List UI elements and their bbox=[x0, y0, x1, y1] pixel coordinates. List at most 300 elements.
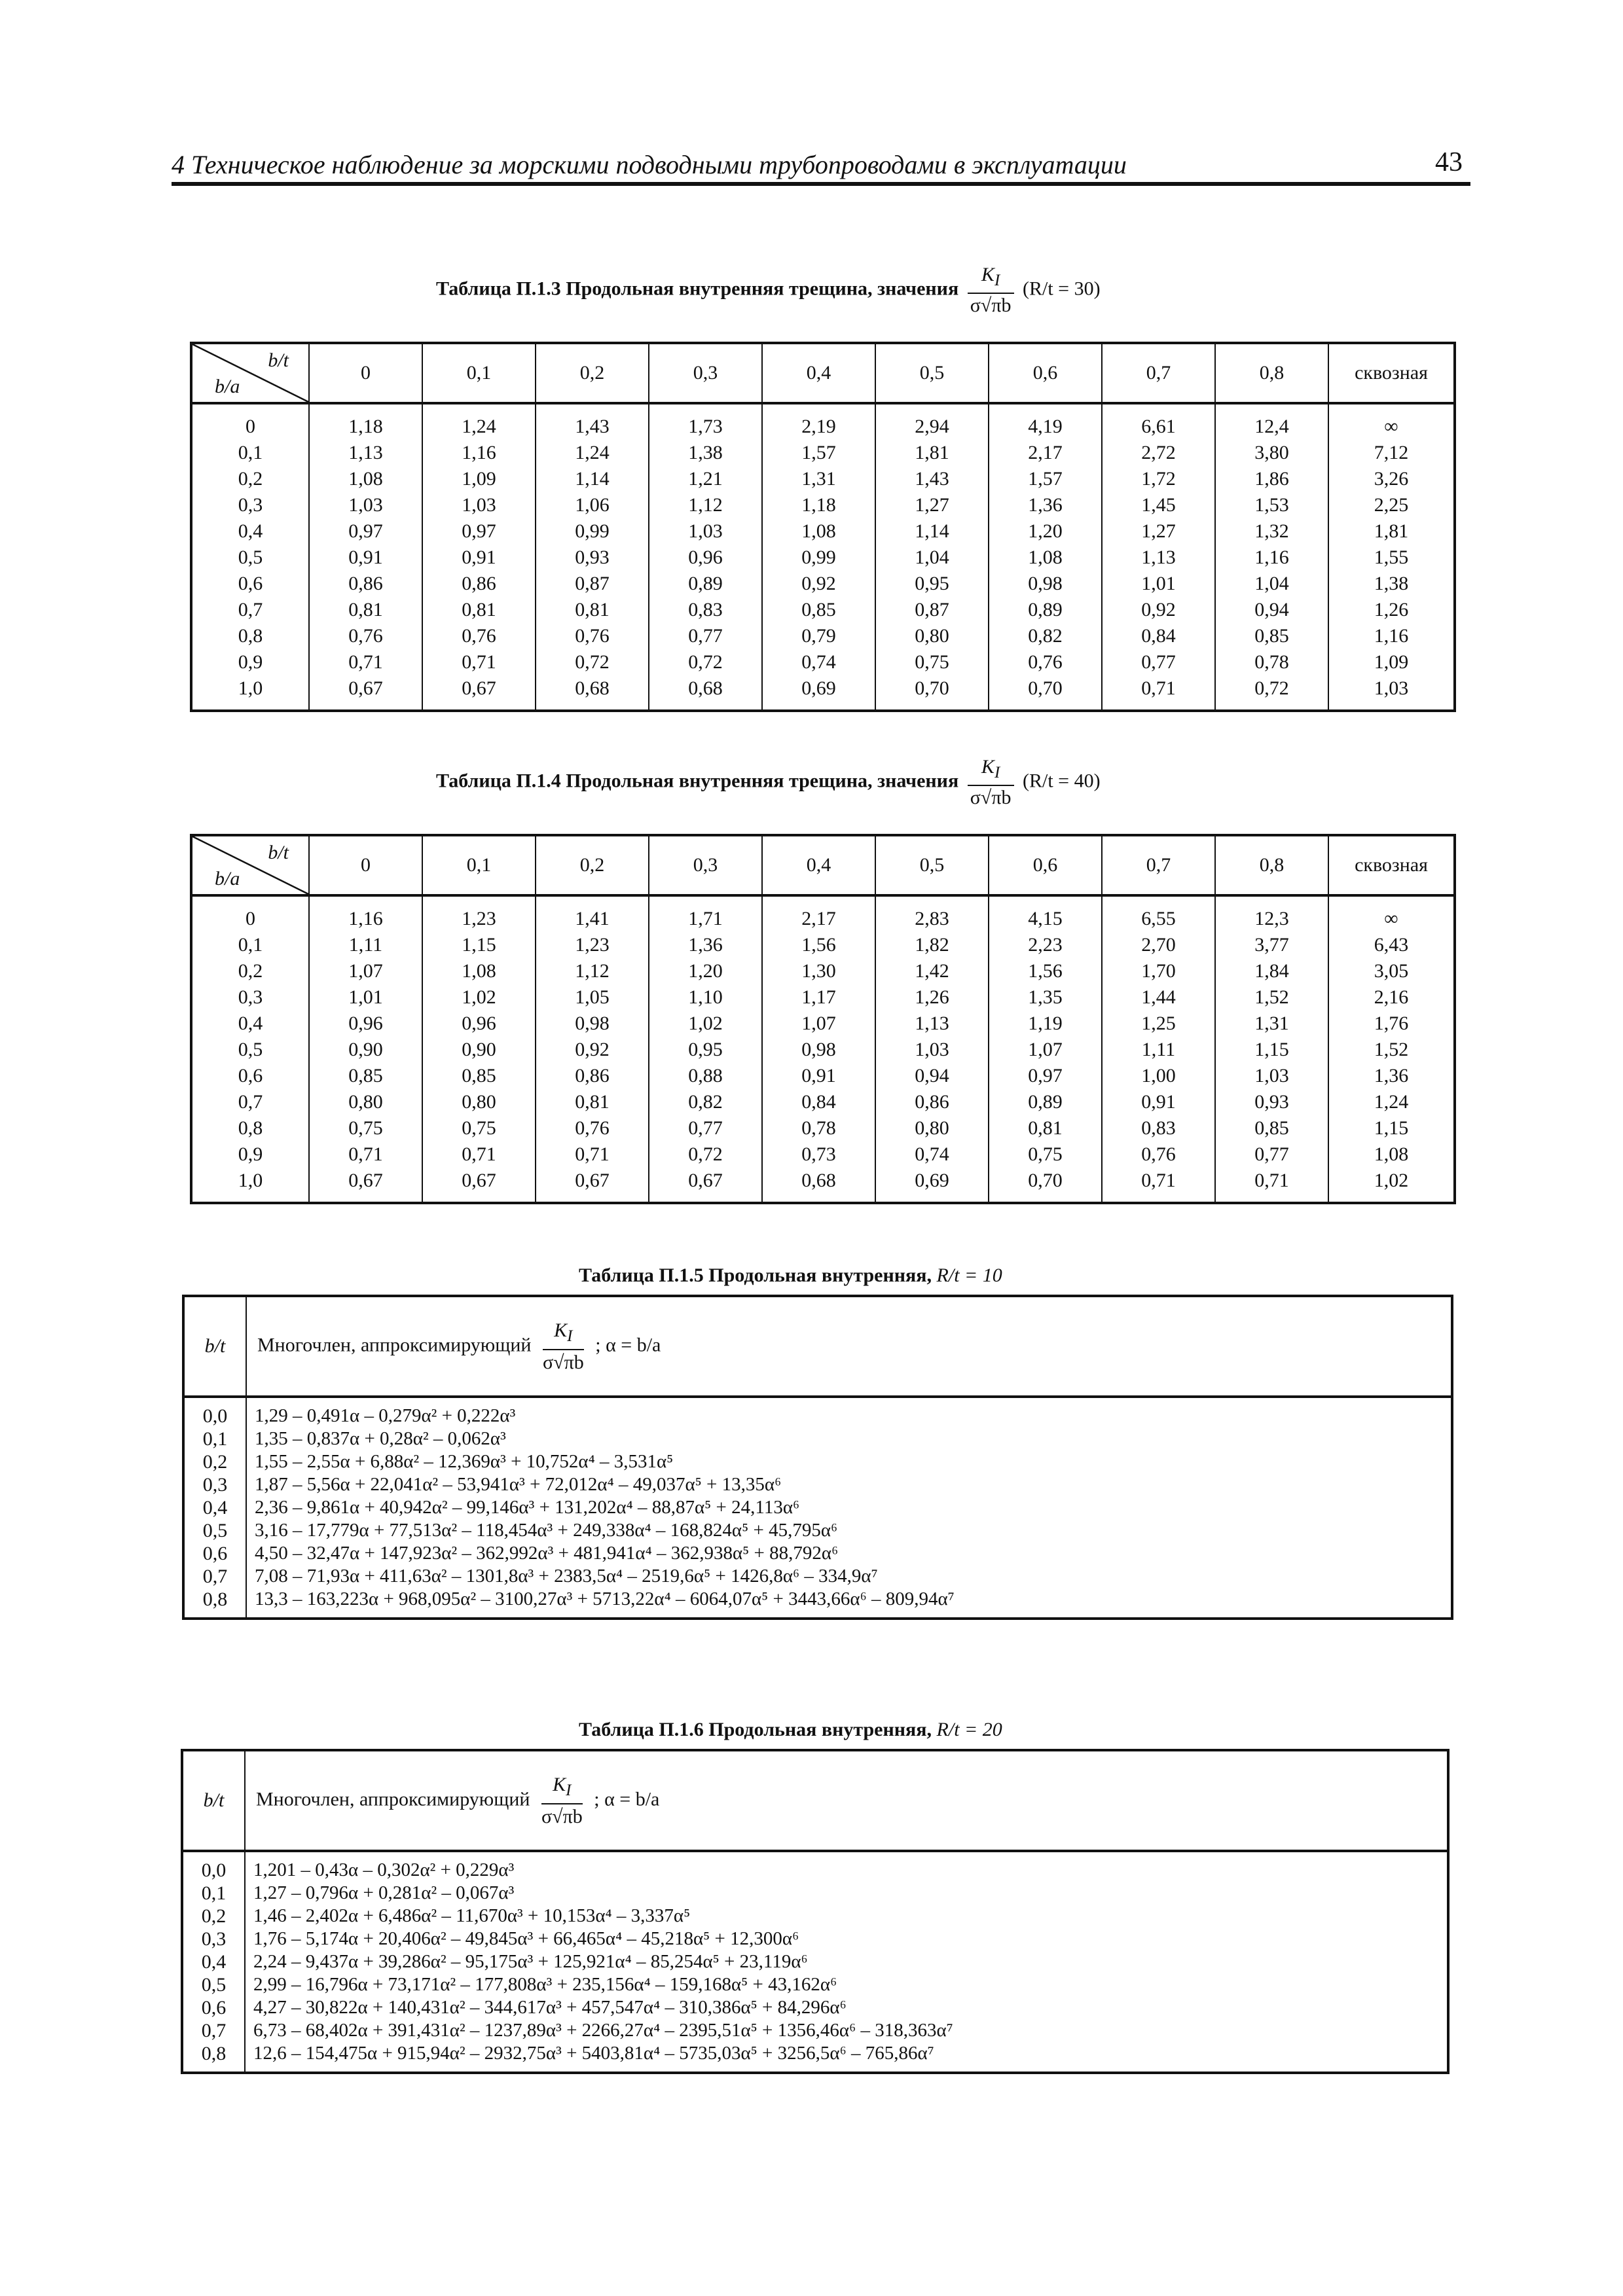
table3-cell: 0,84 bbox=[1102, 623, 1215, 649]
table6-row bbox=[182, 1905, 1448, 1928]
table3-cell: 1,32 bbox=[1215, 518, 1328, 545]
table4-cell: 0,80 bbox=[422, 1089, 536, 1115]
table4-formula: $\frac{K_I}{\sigma√\pi b}$ bbox=[968, 755, 1014, 810]
table3-cell: 1,06 bbox=[536, 492, 649, 518]
table3-cell: 0,94 bbox=[1215, 597, 1328, 623]
table4-cell: 0,76 bbox=[536, 1115, 649, 1141]
table3-column-header: 0,7 bbox=[1102, 343, 1215, 403]
table3-row-key: 0,6 bbox=[191, 571, 309, 597]
table4-cell: 0,81 bbox=[536, 1089, 649, 1115]
table6-row-key: 0,0 bbox=[182, 1851, 245, 1882]
table3-cell: 0,87 bbox=[536, 571, 649, 597]
table4-cell: 1,56 bbox=[762, 932, 875, 958]
table4-cell: 0,75 bbox=[309, 1115, 422, 1141]
table5-row-key: 0,5 bbox=[183, 1519, 246, 1542]
table4-row-key: 0,9 bbox=[191, 1141, 309, 1168]
table4-row bbox=[191, 958, 1455, 984]
table5-poly-header: Многочлен, аппроксимирующий $\frac{K_I}{\sigma√\pi b}$ ; α = b/a bbox=[246, 1296, 1452, 1397]
table4-cell: 0,85 bbox=[309, 1063, 422, 1089]
table3-cell: 0,89 bbox=[989, 597, 1102, 623]
table6-polynomial: 6,73 – 68,402α + 391,431α² – 1237,89α³ + 2266,27α⁴ – 2395,51α⁵ + 1356,46α⁶ – 318,363α⁷ bbox=[245, 2019, 1448, 2042]
table4-cell: 0,67 bbox=[309, 1168, 422, 1203]
table3-cell: 0,83 bbox=[649, 597, 762, 623]
table4-cell: 0,75 bbox=[422, 1115, 536, 1141]
table3-cell: 12,4 bbox=[1215, 403, 1328, 440]
table5-polynomial: 1,55 – 2,55α + 6,88α² – 12,369α³ + 10,752α⁴ – 3,531α⁵ bbox=[246, 1450, 1452, 1473]
table3-row-key: 1,0 bbox=[191, 675, 309, 711]
table3-caption-text: Таблица П.1.3 Продольная внутренняя трещина, значения bbox=[436, 278, 959, 300]
table6-row-key: 0,5 bbox=[182, 1973, 245, 1996]
table4-corner-bottom: b/a bbox=[215, 868, 240, 889]
table4-cell: 0,86 bbox=[536, 1063, 649, 1089]
table4-cell: 0,94 bbox=[875, 1063, 989, 1089]
table3-cell: 0,87 bbox=[875, 597, 989, 623]
table6-row-key: 0,2 bbox=[182, 1905, 245, 1928]
table5-row bbox=[183, 1588, 1452, 1619]
table3-column-header: 0,4 bbox=[762, 343, 875, 403]
table5-row-key: 0,3 bbox=[183, 1473, 246, 1496]
table5-row-key: 0,6 bbox=[183, 1542, 246, 1565]
table5-row-key: 0,8 bbox=[183, 1588, 246, 1619]
table4-cell: 1,41 bbox=[536, 895, 649, 932]
table4-cell: 1,24 bbox=[1328, 1089, 1455, 1115]
table4-cell: 0,67 bbox=[649, 1168, 762, 1203]
table4-cell: 0,84 bbox=[762, 1089, 875, 1115]
table4-cell: 0,89 bbox=[989, 1089, 1102, 1115]
table4-row-key: 0,4 bbox=[191, 1011, 309, 1037]
table3-cell: 1,57 bbox=[762, 440, 875, 466]
table6-bt-header: b/t bbox=[182, 1750, 245, 1851]
table3-row-key: 0,9 bbox=[191, 649, 309, 675]
table4-cell: 0,70 bbox=[989, 1168, 1102, 1203]
table4-corner-top: b/t bbox=[268, 842, 289, 863]
table5-polynomial: 3,16 – 17,779α + 77,513α² – 118,454α³ + 249,338α⁴ – 168,824α⁵ + 45,795α⁶ bbox=[246, 1519, 1452, 1542]
table3-cell: 0,76 bbox=[536, 623, 649, 649]
table4-row-key: 0,2 bbox=[191, 958, 309, 984]
table4-cell: 1,16 bbox=[309, 895, 422, 932]
table4-cell: 0,71 bbox=[1102, 1168, 1215, 1203]
table4-cell: 1,52 bbox=[1215, 984, 1328, 1011]
table4-cell: 3,05 bbox=[1328, 958, 1455, 984]
table6-formula: $\frac{K_I}{\sigma√\pi b}$ bbox=[541, 1773, 583, 1827]
table6-row-key: 0,4 bbox=[182, 1950, 245, 1973]
table3-cell: 1,08 bbox=[762, 518, 875, 545]
table3-cell: 1,38 bbox=[1328, 571, 1455, 597]
table4-cell: 0,73 bbox=[762, 1141, 875, 1168]
table3-cell: 1,26 bbox=[1328, 597, 1455, 623]
table4-cell: 1,23 bbox=[536, 932, 649, 958]
table5-formula: $\frac{K_I}{\sigma√\pi b}$ bbox=[542, 1319, 584, 1373]
table3-cell: 0,67 bbox=[309, 675, 422, 711]
table4-cell: 0,78 bbox=[762, 1115, 875, 1141]
table4-cell: 2,83 bbox=[875, 895, 989, 932]
table4-cell: 1,07 bbox=[989, 1037, 1102, 1063]
table3-cell: 1,36 bbox=[989, 492, 1102, 518]
table3-row bbox=[191, 403, 1455, 440]
table3-cell: 2,17 bbox=[989, 440, 1102, 466]
table3-cell: 0,81 bbox=[536, 597, 649, 623]
table3-cell: 7,12 bbox=[1328, 440, 1455, 466]
table4-rt: (R/t = 40) bbox=[1023, 770, 1101, 792]
table3-cell: 1,09 bbox=[422, 466, 536, 492]
table3-formula: $\frac{K_I}{\sigma√\pi b}$ bbox=[968, 263, 1014, 317]
table3-cell: 1,27 bbox=[1102, 518, 1215, 545]
table4-cell: 0,85 bbox=[1215, 1115, 1328, 1141]
table4-cell: 0,74 bbox=[875, 1141, 989, 1168]
table4-cell: 1,02 bbox=[422, 984, 536, 1011]
table3-cell: 1,73 bbox=[649, 403, 762, 440]
table4-column-header: 0,5 bbox=[875, 835, 989, 895]
table3-cell: 2,19 bbox=[762, 403, 875, 440]
table3-cell: 0,70 bbox=[989, 675, 1102, 711]
table3-row bbox=[191, 675, 1455, 711]
table4-cell: 1,15 bbox=[422, 932, 536, 958]
table6-polynomial: 2,24 – 9,437α + 39,286α² – 95,175α³ + 125,921α⁴ – 85,254α⁵ + 23,119α⁶ bbox=[245, 1950, 1448, 1973]
table4-cell: 0,98 bbox=[762, 1037, 875, 1063]
table4-cell: 0,75 bbox=[989, 1141, 1102, 1168]
table4-row bbox=[191, 1168, 1455, 1203]
table6-row-key: 0,1 bbox=[182, 1882, 245, 1905]
table5-row-key: 0,0 bbox=[183, 1397, 246, 1427]
table3-cell: 1,21 bbox=[649, 466, 762, 492]
table3-cell: 1,08 bbox=[989, 545, 1102, 571]
table3-cell: 1,81 bbox=[1328, 518, 1455, 545]
table3-cell: 1,14 bbox=[875, 518, 989, 545]
table4-cell: 1,23 bbox=[422, 895, 536, 932]
table3-row-key: 0,2 bbox=[191, 466, 309, 492]
table5-row-key: 0,4 bbox=[183, 1496, 246, 1519]
table4-row-key: 1,0 bbox=[191, 1168, 309, 1203]
running-header-title: 4 Техническое наблюдение за морскими подводными трубопроводами в эксплуатации bbox=[172, 150, 1127, 179]
table4-cell: 1,00 bbox=[1102, 1063, 1215, 1089]
table4-row-key: 0,1 bbox=[191, 932, 309, 958]
table3-cell: 0,71 bbox=[422, 649, 536, 675]
table4-cell: 1,31 bbox=[1215, 1011, 1328, 1037]
table6-body bbox=[182, 1851, 1448, 2073]
table3-cell: 0,79 bbox=[762, 623, 875, 649]
table4-cell: 1,05 bbox=[536, 984, 649, 1011]
table5-polynomial: 7,08 – 71,93α + 411,63α² – 1301,8α³ + 2383,5α⁴ – 2519,6α⁵ + 1426,8α⁶ – 334,9α⁷ bbox=[246, 1565, 1452, 1588]
table3-row-key: 0 bbox=[191, 403, 309, 440]
table4-row-key: 0,8 bbox=[191, 1115, 309, 1141]
table5-row-key: 0,7 bbox=[183, 1565, 246, 1588]
table4-cell: 2,23 bbox=[989, 932, 1102, 958]
table4-cell: 1,82 bbox=[875, 932, 989, 958]
table3-cell: 0,67 bbox=[422, 675, 536, 711]
table4-cell: 0,71 bbox=[309, 1141, 422, 1168]
table4-cell: 1,07 bbox=[762, 1011, 875, 1037]
table4-cell: 0,91 bbox=[1102, 1089, 1215, 1115]
table3-column-header: 0 bbox=[309, 343, 422, 403]
table3-row bbox=[191, 545, 1455, 571]
table3-cell: 0,72 bbox=[1215, 675, 1328, 711]
table6-caption-text: Таблица П.1.6 Продольная внутренняя, bbox=[579, 1719, 932, 1740]
table3-cell: 0,72 bbox=[536, 649, 649, 675]
table4-cell: 1,20 bbox=[649, 958, 762, 984]
table4-cell: 1,12 bbox=[536, 958, 649, 984]
table3-cell: 0,81 bbox=[309, 597, 422, 623]
table4-cell: 1,26 bbox=[875, 984, 989, 1011]
table3-cell: 1,27 bbox=[875, 492, 989, 518]
table3-header-row bbox=[191, 343, 1455, 403]
table5-row bbox=[183, 1473, 1452, 1496]
table3-cell: 2,25 bbox=[1328, 492, 1455, 518]
table5 bbox=[182, 1295, 1453, 1620]
table4-cell: 0,71 bbox=[536, 1141, 649, 1168]
table4 bbox=[190, 834, 1456, 1204]
table4-cell: 1,42 bbox=[875, 958, 989, 984]
table3-cell: 3,80 bbox=[1215, 440, 1328, 466]
table4-cell: 0,69 bbox=[875, 1168, 989, 1203]
table4-cell: 1,08 bbox=[1328, 1141, 1455, 1168]
table3-row-key: 0,5 bbox=[191, 545, 309, 571]
table4-row-key: 0,7 bbox=[191, 1089, 309, 1115]
table4-cell: 1,84 bbox=[1215, 958, 1328, 984]
table3-cell: 1,45 bbox=[1102, 492, 1215, 518]
table3-cell: 0,93 bbox=[536, 545, 649, 571]
table3-row bbox=[191, 518, 1455, 545]
table4-column-header: 0,3 bbox=[649, 835, 762, 895]
table5-polynomial: 1,29 – 0,491α – 0,279α² + 0,222α³ bbox=[246, 1397, 1452, 1427]
table3-cell: 0,91 bbox=[309, 545, 422, 571]
table4-cell: 0,86 bbox=[875, 1089, 989, 1115]
table6-row-key: 0,7 bbox=[182, 2019, 245, 2042]
table6-row bbox=[182, 1882, 1448, 1905]
table4-cell: 0,67 bbox=[536, 1168, 649, 1203]
table4-cell: 0,97 bbox=[989, 1063, 1102, 1089]
table4-caption-text: Таблица П.1.4 Продольная внутренняя трещина, значения bbox=[436, 770, 959, 792]
table3-row-key: 0,8 bbox=[191, 623, 309, 649]
table3-cell: 1,09 bbox=[1328, 649, 1455, 675]
table4-row bbox=[191, 1141, 1455, 1168]
table3-cell: 1,55 bbox=[1328, 545, 1455, 571]
table3-cell: 0,76 bbox=[309, 623, 422, 649]
table3-cell: 0,99 bbox=[536, 518, 649, 545]
table3-cell: 0,77 bbox=[649, 623, 762, 649]
table5-row bbox=[183, 1397, 1452, 1427]
table4-cell: 0,67 bbox=[422, 1168, 536, 1203]
table3-rt: (R/t = 30) bbox=[1023, 278, 1101, 300]
table4-cell: 2,70 bbox=[1102, 932, 1215, 958]
table3-cell: 0,95 bbox=[875, 571, 989, 597]
table4-row bbox=[191, 1011, 1455, 1037]
table3-cell: 0,92 bbox=[762, 571, 875, 597]
table5-bt-header: b/t bbox=[183, 1296, 246, 1397]
table4-cell: 0,92 bbox=[536, 1037, 649, 1063]
table6-row bbox=[182, 2042, 1448, 2073]
table6-polynomial: 12,6 – 154,475α + 915,94α² – 2932,75α³ + 5403,81α⁴ – 5735,03α⁵ + 3256,5α⁶ – 765,86α⁷ bbox=[245, 2042, 1448, 2073]
table3-cell: 1,03 bbox=[1328, 675, 1455, 711]
table3-column-header: 0,8 bbox=[1215, 343, 1328, 403]
table4-cell: 0,95 bbox=[649, 1037, 762, 1063]
table3-cell: 1,81 bbox=[875, 440, 989, 466]
table3-cell: 2,72 bbox=[1102, 440, 1215, 466]
table6-polynomial: 1,27 – 0,796α + 0,281α² – 0,067α³ bbox=[245, 1882, 1448, 1905]
table4-cell: 0,81 bbox=[989, 1115, 1102, 1141]
table4-cell: 0,96 bbox=[422, 1011, 536, 1037]
table4-cell: 4,15 bbox=[989, 895, 1102, 932]
table3-cell: 0,82 bbox=[989, 623, 1102, 649]
table3-row bbox=[191, 492, 1455, 518]
table4-column-header: 0,6 bbox=[989, 835, 1102, 895]
table3-cell: 0,76 bbox=[989, 649, 1102, 675]
table4-column-header: 0,2 bbox=[536, 835, 649, 895]
table4-cell: 3,77 bbox=[1215, 932, 1328, 958]
table6-row bbox=[182, 1950, 1448, 1973]
table3-cell: 1,12 bbox=[649, 492, 762, 518]
table3-column-header: 0,1 bbox=[422, 343, 536, 403]
table5-polynomial: 4,50 – 32,47α + 147,923α² – 362,992α³ + 481,941α⁴ – 362,938α⁵ + 88,792α⁶ bbox=[246, 1542, 1452, 1565]
table3-row bbox=[191, 571, 1455, 597]
table4-column-header: 0,1 bbox=[422, 835, 536, 895]
table3-column-header: сквозная bbox=[1328, 343, 1455, 403]
table3-cell: 0,97 bbox=[309, 518, 422, 545]
table4-cell: 1,03 bbox=[1215, 1063, 1328, 1089]
table5-rt: R/t = 10 bbox=[936, 1265, 1002, 1286]
table6-row-key: 0,8 bbox=[182, 2042, 245, 2073]
table6-poly-header: Многочлен, аппроксимирующий $\frac{K_I}{\sigma√\pi b}$ ; α = b/a bbox=[245, 1750, 1448, 1851]
table6-row bbox=[182, 1851, 1448, 1882]
table6-polynomial: 1,46 – 2,402α + 6,486α² – 11,670α³ + 10,153α⁴ – 3,337α⁵ bbox=[245, 1905, 1448, 1928]
table4-cell: 0,91 bbox=[762, 1063, 875, 1089]
table3-cell: 1,38 bbox=[649, 440, 762, 466]
table4-column-header: 0,4 bbox=[762, 835, 875, 895]
running-header bbox=[172, 145, 1470, 186]
table4-column-header: 0 bbox=[309, 835, 422, 895]
table4-column-header: 0,7 bbox=[1102, 835, 1215, 895]
table3-row-key: 0,3 bbox=[191, 492, 309, 518]
table4-cell: 1,15 bbox=[1328, 1115, 1455, 1141]
table3 bbox=[190, 342, 1456, 712]
table4-cell: 0,80 bbox=[875, 1115, 989, 1141]
table3-column-header: 0,2 bbox=[536, 343, 649, 403]
table6-polynomial: 1,76 – 5,174α + 20,406α² – 49,845α³ + 66,465α⁴ – 45,218α⁵ + 12,300α⁶ bbox=[245, 1928, 1448, 1950]
table3-cell: 1,01 bbox=[1102, 571, 1215, 597]
table3-cell: 1,03 bbox=[422, 492, 536, 518]
table4-cell: 1,44 bbox=[1102, 984, 1215, 1011]
table4-cell: 0,85 bbox=[422, 1063, 536, 1089]
table4-cell: 6,43 bbox=[1328, 932, 1455, 958]
table3-caption bbox=[436, 263, 1101, 317]
table4-cell: 0,96 bbox=[309, 1011, 422, 1037]
table4-cell: 0,82 bbox=[649, 1089, 762, 1115]
table3-cell: 0,86 bbox=[422, 571, 536, 597]
table6-header-row bbox=[182, 1750, 1448, 1851]
table4-cell: 0,76 bbox=[1102, 1141, 1215, 1168]
table4-cell: 2,17 bbox=[762, 895, 875, 932]
table3-cell: 1,43 bbox=[875, 466, 989, 492]
table4-cell: 1,25 bbox=[1102, 1011, 1215, 1037]
table3-row bbox=[191, 649, 1455, 675]
table4-cell: 0,83 bbox=[1102, 1115, 1215, 1141]
table3-row-key: 0,4 bbox=[191, 518, 309, 545]
table6-polynomial: 1,201 – 0,43α – 0,302α² + 0,229α³ bbox=[245, 1851, 1448, 1882]
table4-row bbox=[191, 1063, 1455, 1089]
table3-body bbox=[191, 403, 1455, 711]
table3-cell: 1,43 bbox=[536, 403, 649, 440]
table4-cell: 2,16 bbox=[1328, 984, 1455, 1011]
table4-cell: 0,71 bbox=[422, 1141, 536, 1168]
table3-row bbox=[191, 597, 1455, 623]
table3-cell: 1,03 bbox=[649, 518, 762, 545]
table4-cell: 0,93 bbox=[1215, 1089, 1328, 1115]
table4-column-header: сквозная bbox=[1328, 835, 1455, 895]
table4-row-key: 0,3 bbox=[191, 984, 309, 1011]
table4-cell: 1,02 bbox=[1328, 1168, 1455, 1203]
table4-cell: 1,70 bbox=[1102, 958, 1215, 984]
table3-cell: 1,24 bbox=[536, 440, 649, 466]
table5-row-key: 0,1 bbox=[183, 1427, 246, 1450]
table3-cell: 1,03 bbox=[309, 492, 422, 518]
table3-cell: 0,85 bbox=[762, 597, 875, 623]
table3-column-header: 0,3 bbox=[649, 343, 762, 403]
table3-cell: 1,24 bbox=[422, 403, 536, 440]
table3-cell: 0,74 bbox=[762, 649, 875, 675]
table4-cell: 1,36 bbox=[649, 932, 762, 958]
table3-cell: 0,81 bbox=[422, 597, 536, 623]
table4-cell: 1,71 bbox=[649, 895, 762, 932]
table6-row-key: 0,6 bbox=[182, 1996, 245, 2019]
table4-column-header: 0,8 bbox=[1215, 835, 1328, 895]
table3-cell: 0,92 bbox=[1102, 597, 1215, 623]
table3-cell: 1,08 bbox=[309, 466, 422, 492]
table4-cell: 0,77 bbox=[1215, 1141, 1328, 1168]
table3-cell: 0,80 bbox=[875, 623, 989, 649]
table4-cell: 1,03 bbox=[875, 1037, 989, 1063]
table6-polynomial: 4,27 – 30,822α + 140,431α² – 344,617α³ + 457,547α⁴ – 310,386α⁵ + 84,296α⁶ bbox=[245, 1996, 1448, 2019]
table3-cell: 1,13 bbox=[309, 440, 422, 466]
table4-row bbox=[191, 984, 1455, 1011]
table5-row bbox=[183, 1427, 1452, 1450]
table3-cell: 0,85 bbox=[1215, 623, 1328, 649]
table6-alpha-def: ; α = b/a bbox=[594, 1787, 660, 1810]
table3-corner-bottom: b/a bbox=[215, 376, 240, 397]
page-number: 43 bbox=[1435, 147, 1463, 177]
table4-row bbox=[191, 1037, 1455, 1063]
table3-cell: 1,13 bbox=[1102, 545, 1215, 571]
table4-cell: 0,71 bbox=[1215, 1168, 1328, 1203]
table4-cell: 12,3 bbox=[1215, 895, 1328, 932]
table6-rt: R/t = 20 bbox=[936, 1719, 1002, 1740]
table3-cell: 0,77 bbox=[1102, 649, 1215, 675]
table3-column-header: 0,6 bbox=[989, 343, 1102, 403]
table3-cell: 0,71 bbox=[309, 649, 422, 675]
table3-cell: 0,68 bbox=[536, 675, 649, 711]
table4-cell: 0,88 bbox=[649, 1063, 762, 1089]
table3-column-header: 0,5 bbox=[875, 343, 989, 403]
table4-cell: 1,11 bbox=[1102, 1037, 1215, 1063]
table4-cell: 0,72 bbox=[649, 1141, 762, 1168]
table3-cell: 4,19 bbox=[989, 403, 1102, 440]
table3-cell: 1,14 bbox=[536, 466, 649, 492]
table4-corner-cell bbox=[191, 835, 309, 895]
table4-row-key: 0,5 bbox=[191, 1037, 309, 1063]
table4-cell: 1,36 bbox=[1328, 1063, 1455, 1089]
table4-cell: 1,76 bbox=[1328, 1011, 1455, 1037]
table5-row-key: 0,2 bbox=[183, 1450, 246, 1473]
table4-body bbox=[191, 895, 1455, 1203]
table3-cell: 1,86 bbox=[1215, 466, 1328, 492]
table3-row-key: 0,1 bbox=[191, 440, 309, 466]
table3-corner-top: b/t bbox=[268, 350, 289, 371]
table3-cell: ∞ bbox=[1328, 403, 1455, 440]
table3-cell: 0,70 bbox=[875, 675, 989, 711]
table5-row bbox=[183, 1542, 1452, 1565]
table5-polynomial: 1,87 – 5,56α + 22,041α² – 53,941α³ + 72,012α⁴ – 49,037α⁵ + 13,35α⁶ bbox=[246, 1473, 1452, 1496]
table3-cell: 1,31 bbox=[762, 466, 875, 492]
table4-cell: 0,68 bbox=[762, 1168, 875, 1203]
table3-row bbox=[191, 466, 1455, 492]
